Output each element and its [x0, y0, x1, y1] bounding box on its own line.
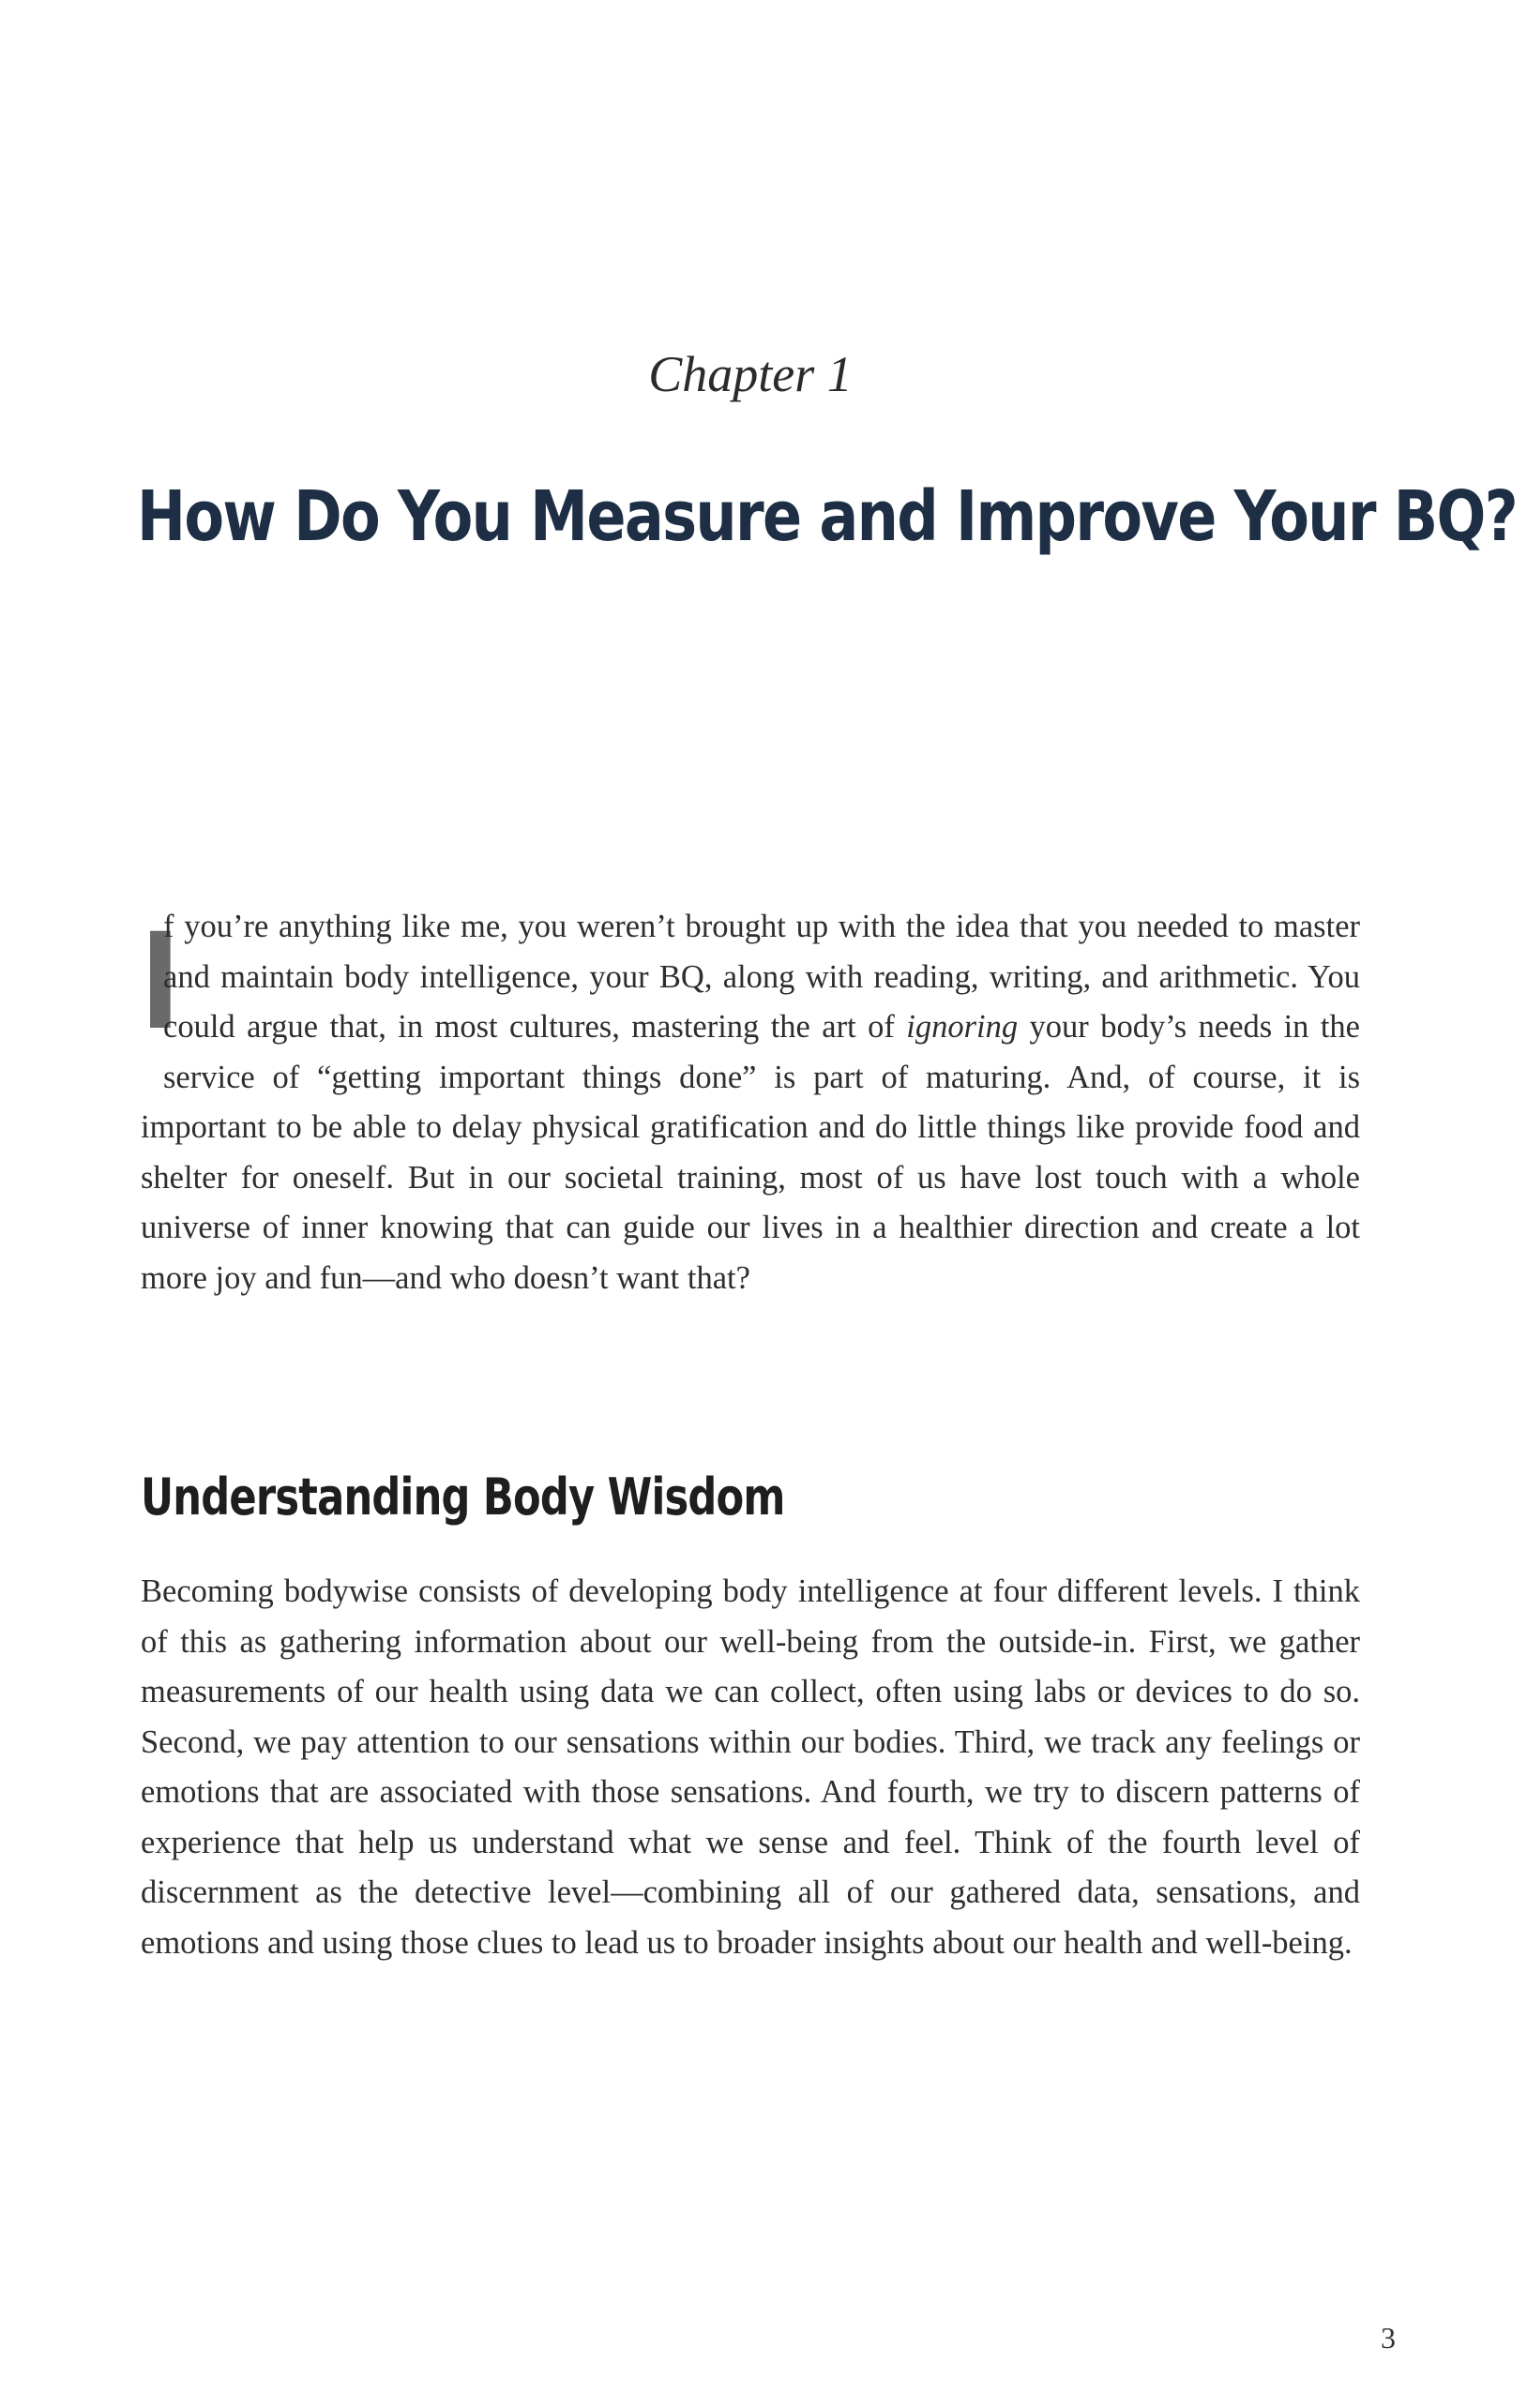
chapter-label: Chapter 1 — [648, 346, 853, 402]
drop-cap: I — [141, 900, 180, 1058]
intro-text-part2: your body’s needs in the service of “getting important things done” is part of maturing. And, of course, it is important to be able to delay physical gratification and do little things like provide food and shelter for oneself. But in our societal training, most of us have lost touch with a whole universe of inner knowing that can guide our lives in a healthier direction and create a lot more joy and fun—and who doesn’t want that? — [141, 1009, 1360, 1296]
intro-paragraph — [141, 902, 1360, 1303]
section-paragraph: Becoming bodywise consists of developing body intelligence at four different levels. I think of this as gathering information about our well-being from the outside-in. First, we gather measurements of our health using data we can collect, often using labs or devices to do so. Second, we pay attention to our sensations within our bodies. Third, we track any feelings or emotions that are associated with those sensations. And fourth, we try to discern patterns of experience that help us understand what we sense and feel. Think of the fourth level of discernment as the detective level—combining all of our gathered data, sensations, and emotions and using those clues to lead us to broader insights about our health and well-being. — [141, 1573, 1360, 1961]
chapter-title: How Do You Measure and Improve Your BQ? — [137, 476, 1518, 557]
intro-text-part1: f you’re anything like me, you weren’t brought up with the idea that you needed to master and maintain body intelligence, your BQ, along with reading, writing, and arithmetic. You could argue that, in most cultures, mastering the art of — [163, 909, 1360, 1045]
section-heading: Understanding Body Wisdom — [141, 1467, 785, 1527]
page-number: 3 — [1381, 2321, 1396, 2355]
intro-emphasis: ignoring — [906, 1009, 1019, 1045]
